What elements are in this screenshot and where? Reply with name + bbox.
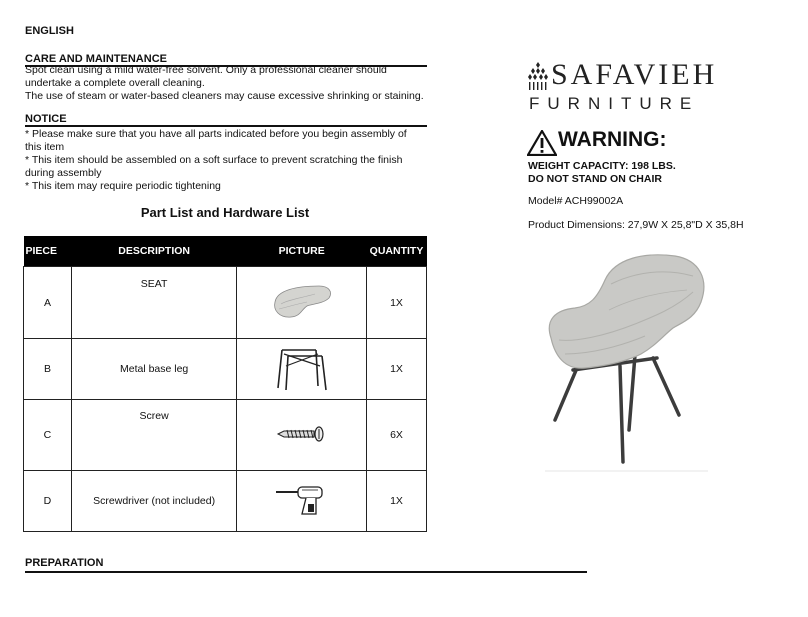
- header-description: DESCRIPTION: [71, 236, 236, 267]
- table-row: [24, 400, 427, 471]
- header-quantity: QUANTITY: [367, 236, 427, 267]
- header-piece: PIECE: [24, 236, 72, 267]
- table-row: [24, 267, 427, 339]
- notice-line: * This item may require periodic tightening: [25, 180, 221, 192]
- notice-line: during assembly: [25, 167, 102, 179]
- preparation-heading: PREPARATION: [25, 557, 104, 569]
- picture-cell: [237, 471, 367, 532]
- warning-triangle-icon: [527, 130, 557, 156]
- description-cell: Metal base leg: [71, 339, 236, 400]
- care-line: undertake a complete overall cleaning.: [25, 77, 205, 89]
- header-picture: PICTURE: [237, 236, 367, 267]
- diamond-logo-icon: [527, 62, 549, 90]
- notice-line: * This item should be assembled on a soft surface to prevent scratching the finish: [25, 154, 403, 166]
- care-heading: CARE AND MAINTENANCE: [25, 53, 167, 65]
- quantity-cell: 1X: [367, 471, 427, 532]
- care-text: [25, 64, 435, 103]
- care-line: Spot clean using a mild water-free solvent. Only a professional cleaner should: [25, 64, 387, 76]
- seat-icon: [267, 280, 337, 322]
- notice-heading: NOTICE: [25, 113, 67, 125]
- piece-cell: A: [24, 267, 72, 339]
- description-cell: Screwdriver (not included): [71, 471, 236, 532]
- screwdriver-icon: [272, 480, 332, 520]
- warning-line: WEIGHT CAPACITY: 198 LBS.: [528, 160, 676, 172]
- notice-line: * Please make sure that you have all parts indicated before you begin assembly of: [25, 128, 407, 140]
- notice-line: this item: [25, 141, 65, 153]
- brand-sub: FURNITURE: [529, 94, 700, 113]
- picture-cell: [237, 400, 367, 471]
- chair-image-icon: [545, 250, 710, 472]
- piece-cell: D: [24, 471, 72, 532]
- parts-table: [23, 236, 427, 532]
- chair-photo: [545, 250, 710, 477]
- description-cell: SEAT: [71, 267, 236, 339]
- product-dimensions: Product Dimensions: 27,9W X 25,8"D X 35,8H: [528, 219, 744, 231]
- piece-cell: C: [24, 400, 72, 471]
- piece-cell: B: [24, 339, 72, 400]
- notice-rule: [25, 125, 427, 127]
- preparation-rule: [25, 571, 587, 573]
- screw-icon: [274, 424, 330, 444]
- warning-lines: [528, 160, 676, 186]
- metal-base-icon: [272, 344, 332, 392]
- picture-cell: [237, 267, 367, 339]
- warning-line: DO NOT STAND ON CHAIR: [528, 173, 662, 185]
- notice-text: [25, 128, 435, 193]
- language-label: ENGLISH: [25, 25, 74, 37]
- table-header-row: [24, 236, 427, 267]
- table-row: [24, 339, 427, 400]
- parts-title: Part List and Hardware List: [140, 205, 310, 220]
- model-number: Model# ACH99002A: [528, 195, 624, 207]
- quantity-cell: 6X: [367, 400, 427, 471]
- picture-cell: [237, 339, 367, 400]
- quantity-cell: 1X: [367, 267, 427, 339]
- warning-title: WARNING:: [558, 128, 667, 151]
- description-cell: Screw: [71, 400, 236, 471]
- care-line: The use of steam or water-based cleaners may cause excessive shrinking or staining.: [25, 90, 424, 102]
- brand-name: SAFAVIEH: [551, 58, 718, 91]
- quantity-cell: 1X: [367, 339, 427, 400]
- table-row: [24, 471, 427, 532]
